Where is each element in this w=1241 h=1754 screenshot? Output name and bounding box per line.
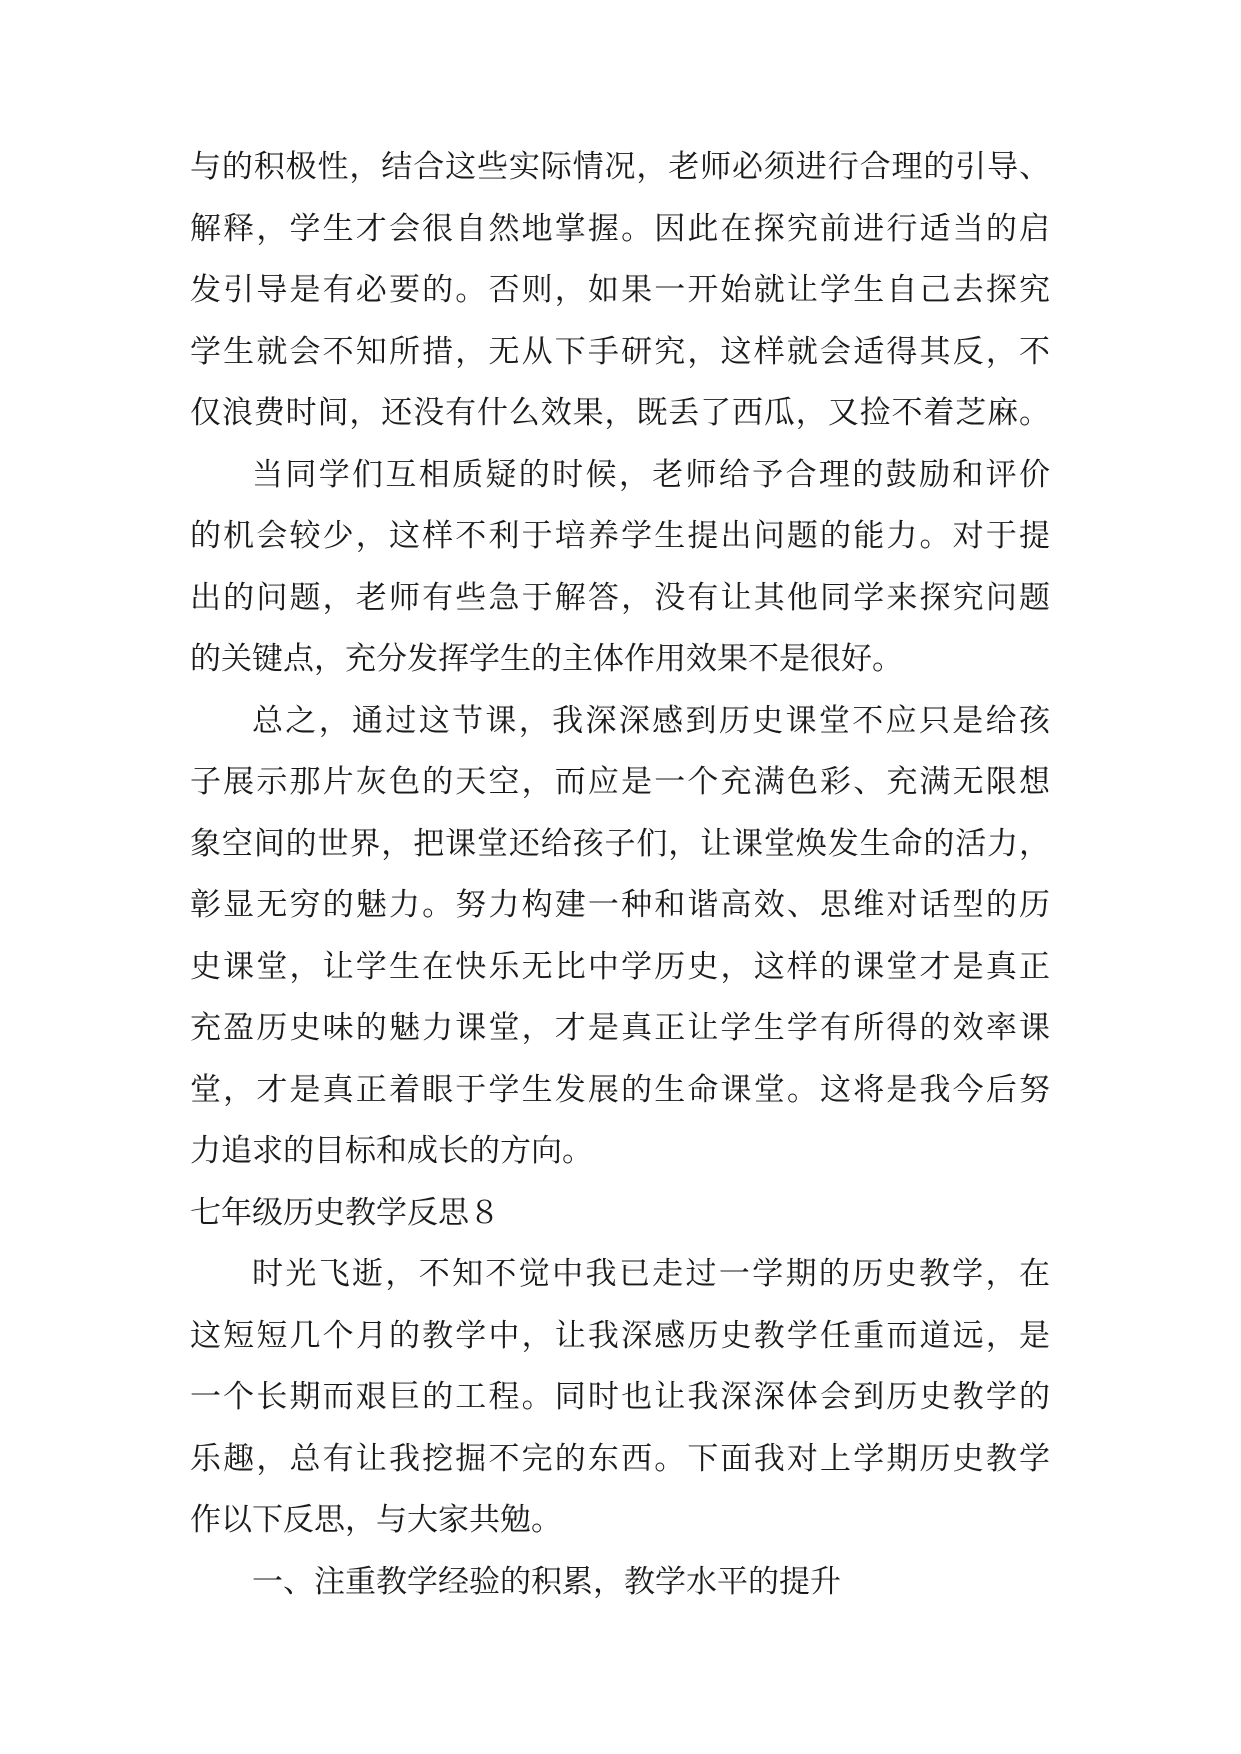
text-line: 出的问题，老师有些急于解答，没有让其他同学来探究问题	[190, 579, 1050, 616]
text-line: 子展示那片灰色的天空，而应是一个充满色彩、充满无限想	[190, 764, 1050, 800]
text-line: 学生就会不知所措，无从下手研究，这样就会适得其反，不	[190, 333, 1050, 370]
text-line: 时光飞逝，不知不觉中我已走过一学期的历史教学，在	[252, 1256, 1050, 1292]
text-line: 解释，学生才会很自然地掌握。因此在探究前进行适当的启	[190, 210, 1050, 247]
text-line: 充盈历史味的魅力课堂，才是真正让学生学有所得的效率课	[190, 1010, 1050, 1046]
text-line: 堂，才是真正着眼于学生发展的生命课堂。这将是我今后努	[190, 1071, 1050, 1108]
text-line: 发引导是有必要的。否则，如果一开始就让学生自己去探究	[190, 272, 1050, 308]
text-line: 的机会较少，这样不利于培养学生提出问题的能力。对于提	[190, 518, 1050, 554]
paragraph	[190, 691, 1050, 1183]
text-line: 仅浪费时间，还没有什么效果，既丢了西瓜，又捡不着芝麻。	[190, 395, 1050, 431]
paragraph	[190, 1244, 1050, 1552]
paragraph	[190, 1552, 1050, 1614]
text-line: 象空间的世界，把课堂还给孩子们，让课堂焕发生命的活力，	[190, 825, 1050, 862]
text-line: 一个长期而艰巨的工程。同时也让我深深体会到历史教学的	[190, 1379, 1050, 1415]
text-line: 与的积极性，结合这些实际情况，老师必须进行合理的引导、	[190, 149, 1050, 185]
text-line: 总之，通过这节课，我深深感到历史课堂不应只是给孩	[252, 702, 1050, 739]
text-line: 一、注重教学经验的积累，教学水平的提升	[252, 1563, 841, 1600]
heading-line: 七年级历史教学反思８	[190, 1194, 500, 1231]
text-line: 彰显无穷的魅力。努力构建一种和谐高效、思维对话型的历	[190, 887, 1050, 923]
text-line: 的关键点，充分发挥学生的主体作用效果不是很好。	[190, 641, 903, 677]
text-line: 史课堂，让学生在快乐无比中学历史，这样的课堂才是真正	[190, 948, 1050, 985]
text-line: 当同学们互相质疑的时候，老师给予合理的鼓励和评价	[252, 456, 1050, 493]
paragraph	[190, 445, 1050, 691]
text-line: 力追求的目标和成长的方向。	[190, 1133, 593, 1169]
text-line: 乐趣，总有让我挖掘不完的东西。下面我对上学期历史教学	[190, 1440, 1050, 1477]
text-line: 这短短几个月的教学中，让我深感历史教学任重而道远，是	[190, 1317, 1050, 1354]
paragraph-continued	[190, 137, 1050, 445]
text-line: 作以下反思，与大家共勉。	[190, 1502, 562, 1538]
section-heading	[190, 1183, 1050, 1245]
document-body	[190, 137, 1050, 1613]
